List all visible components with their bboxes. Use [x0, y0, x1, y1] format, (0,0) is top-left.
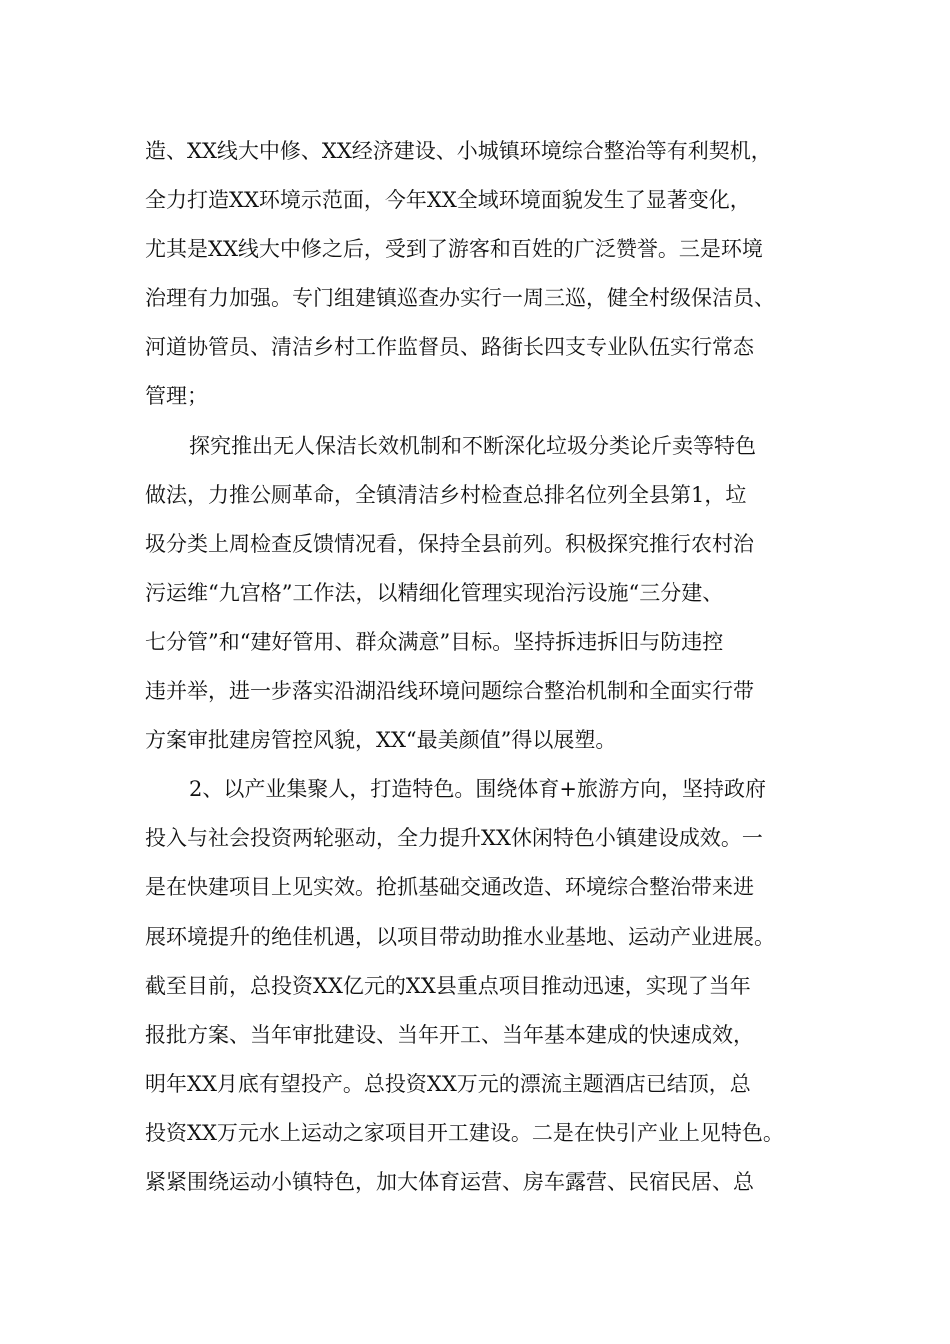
text-line: 做法，力推公厕革命，全镇清洁乡村检查总排名位列全县第1，垃 — [145, 482, 747, 507]
text-line: 报批方案、当年审批建设、当年开工、当年基本建成的快速成效， — [145, 1022, 754, 1047]
text-line: 方案审批建房管控风貌，XX“最美颜值”得以展塑。 — [145, 728, 617, 753]
body-text — [145, 127, 815, 1207]
text-line: 投资XX万元水上运动之家项目开工建设。二是在快引产业上见特色。 — [145, 1120, 784, 1145]
text-line: 明年XX月底有望投产。总投资XX万元的漂流主题酒店已结顶，总 — [145, 1071, 751, 1096]
text-line: 是在快建项目上见实效。抢抓基础交通改造、环境综合整治带来进 — [145, 875, 754, 900]
text-line: 全力打造XX环境示范面，今年XX全域环境面貌发生了显著变化， — [145, 188, 751, 213]
text-line: 紧紧围绕运动小镇特色，加大体育运营、房车露营、民宿民居、总 — [145, 1169, 754, 1194]
text-line: 七分管”和“建好管用、群众满意”目标。坚持拆违拆旧与防违控 — [145, 629, 724, 654]
paragraph-first-line: 2、以产业集聚人，打造特色。围绕体育+旅游方向，坚持政府 — [189, 777, 766, 802]
text-line: 管理； — [145, 384, 208, 409]
paragraph-first-line: 探究推出无人保洁长效机制和不断深化垃圾分类论斤卖等特色 — [189, 433, 756, 458]
text-line: 污运维“九宫格”工作法，以精细化管理实现治污设施“三分建、 — [145, 580, 724, 605]
text-line: 治理有力加强。专门组建镇巡查办实行一周三巡，健全村级保洁员、 — [145, 286, 775, 311]
text-line: 圾分类上周检查反馈情况看，保持全县前列。积极探究推行农村治 — [145, 531, 754, 556]
text-line: 投入与社会投资两轮驱动，全力提升XX休闲特色小镇建设成效。一 — [145, 826, 763, 851]
text-line: 河道协管员、清洁乡村工作监督员、路街长四支专业队伍实行常态 — [145, 335, 754, 360]
text-line: 违并举，进一步落实沿湖沿线环境问题综合整治机制和全面实行带 — [145, 679, 754, 704]
text-line: 展环境提升的绝佳机遇，以项目带动助推水业基地、运动产业进展。 — [145, 924, 775, 949]
text-line: 截至目前，总投资XX亿元的XX县重点项目推动迅速，实现了当年 — [145, 973, 751, 998]
text-line: 造、XX线大中修、XX经济建设、小城镇环境综合整治等有利契机， — [145, 139, 772, 163]
text-line: 尤其是XX线大中修之后，受到了游客和百姓的广泛赞誉。三是环境 — [145, 237, 763, 262]
